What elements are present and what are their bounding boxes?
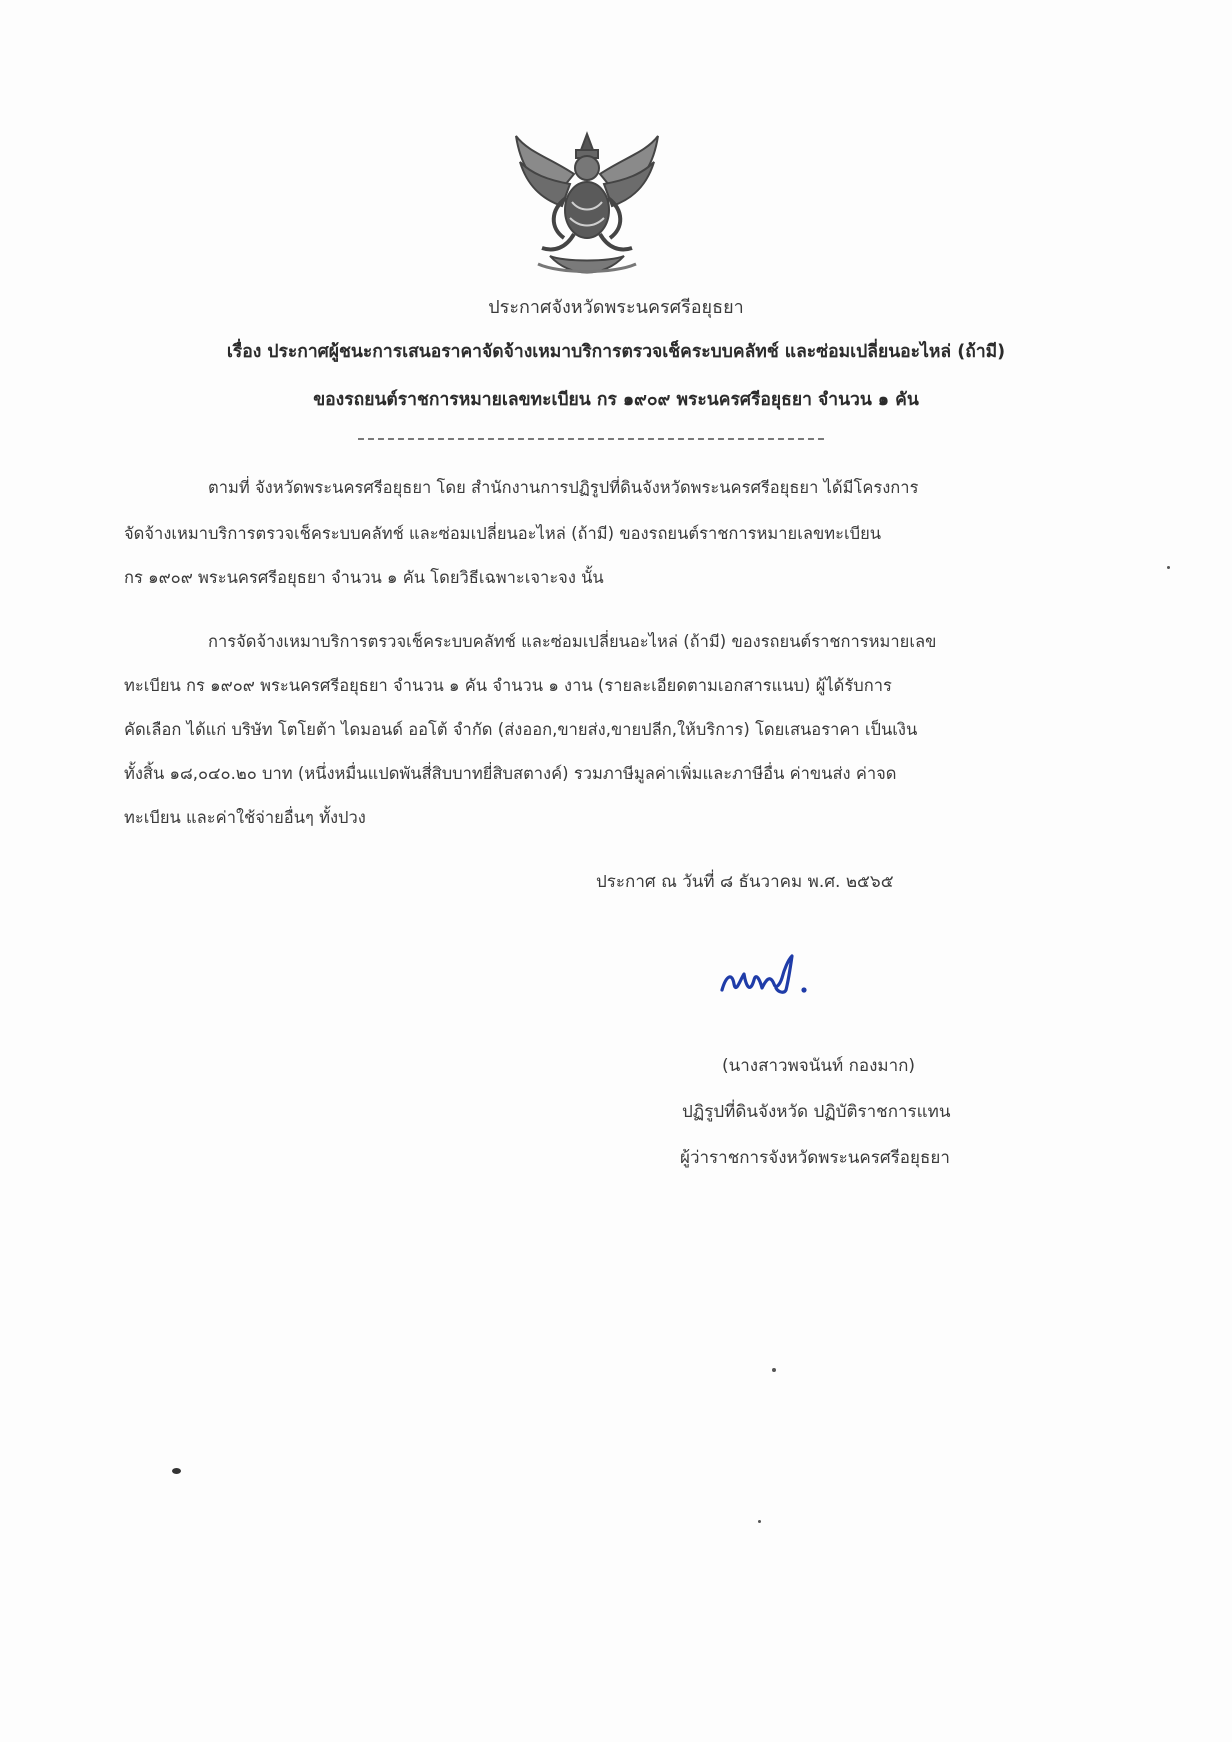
signer-position-1: ปฏิรูปที่ดินจังหวัด ปฏิบัติราชการแทน	[682, 1102, 951, 1122]
signer-position-2: ผู้ว่าราชการจังหวัดพระนครศรีอยุธยา	[680, 1148, 950, 1168]
paragraph-2-line-2: ทะเบียน กร ๑๙๐๙ พระนครศรีอยุธยา จำนวน ๑ คัน จำนวน ๑ งาน (รายละเอียดตามเอกสารแนบ) ผู้ได้รับการ	[124, 676, 892, 695]
paragraph-1-line-2: จัดจ้างเหมาบริการตรวจเช็คระบบคลัทช์ และซ่อมเปลี่ยนอะไหล่ (ถ้ามี) ของรถยนต์ราชการหมายเลขทะเบียน	[124, 524, 882, 543]
paragraph-1-line-1: ตามที่ จังหวัดพระนครศรีอยุธยา โดย สำนักงานการปฏิรูปที่ดินจังหวัดพระนครศรีอยุธยา ได้มีโครงการ	[208, 478, 919, 497]
subject-line-1: เรื่อง ประกาศผู้ชนะการเสนอราคาจัดจ้างเหมาบริการตรวจเช็คระบบคลัทช์ และซ่อมเปลี่ยนอะไหล่ (ถ้ามี)	[226, 342, 1006, 362]
paragraph-2-line-3: คัดเลือก ได้แก่ บริษัท โตโยต้า ไดมอนด์ ออโต้ จำกัด (ส่งออก,ขายส่ง,ขายปลีก,ให้บริการ) โดยเสนอราคา เป็นเงิน	[124, 720, 918, 739]
garuda-emblem-icon	[510, 128, 664, 280]
scan-speck	[772, 1368, 776, 1372]
paragraph-2-line-5: ทะเบียน และค่าใช้จ่ายอื่นๆ ทั้งปวง	[124, 808, 366, 827]
subject-line-2: ของรถยนต์ราชการหมายเลขทะเบียน กร ๑๙๐๙ พระนครศรีอยุธยา จำนวน ๑ คัน	[313, 390, 919, 410]
document-heading: ประกาศจังหวัดพระนครศรีอยุธยา	[488, 297, 744, 318]
scan-speck	[172, 1468, 181, 1474]
paragraph-2-line-4: ทั้งสิ้น ๑๘,๐๔๐.๒๐ บาท (หนึ่งหมื่นแปดพันสี่สิบบาทยี่สิบสตางค์) รวมภาษีมูลค่าเพิ่มและภาษีอื่น ค่าขนส่ง ค่าจด	[124, 764, 897, 783]
signature-icon	[718, 950, 814, 1002]
separator-line	[358, 438, 824, 440]
signer-name: (นางสาวพจนันท์ กองมาก)	[722, 1056, 916, 1076]
scan-speck	[1167, 566, 1170, 569]
paragraph-2-line-1: การจัดจ้างเหมาบริการตรวจเช็คระบบคลัทช์ และซ่อมเปลี่ยนอะไหล่ (ถ้ามี) ของรถยนต์ราชการหมายเลข	[208, 632, 937, 651]
scan-speck	[758, 1520, 761, 1523]
paragraph-1-line-3: กร ๑๙๐๙ พระนครศรีอยุธยา จำนวน ๑ คัน โดยวิธีเฉพาะเจาะจง นั้น	[124, 568, 604, 587]
announcement-date: ประกาศ ณ วันที่ ๘ ธันวาคม พ.ศ. ๒๕๖๕	[596, 872, 894, 892]
